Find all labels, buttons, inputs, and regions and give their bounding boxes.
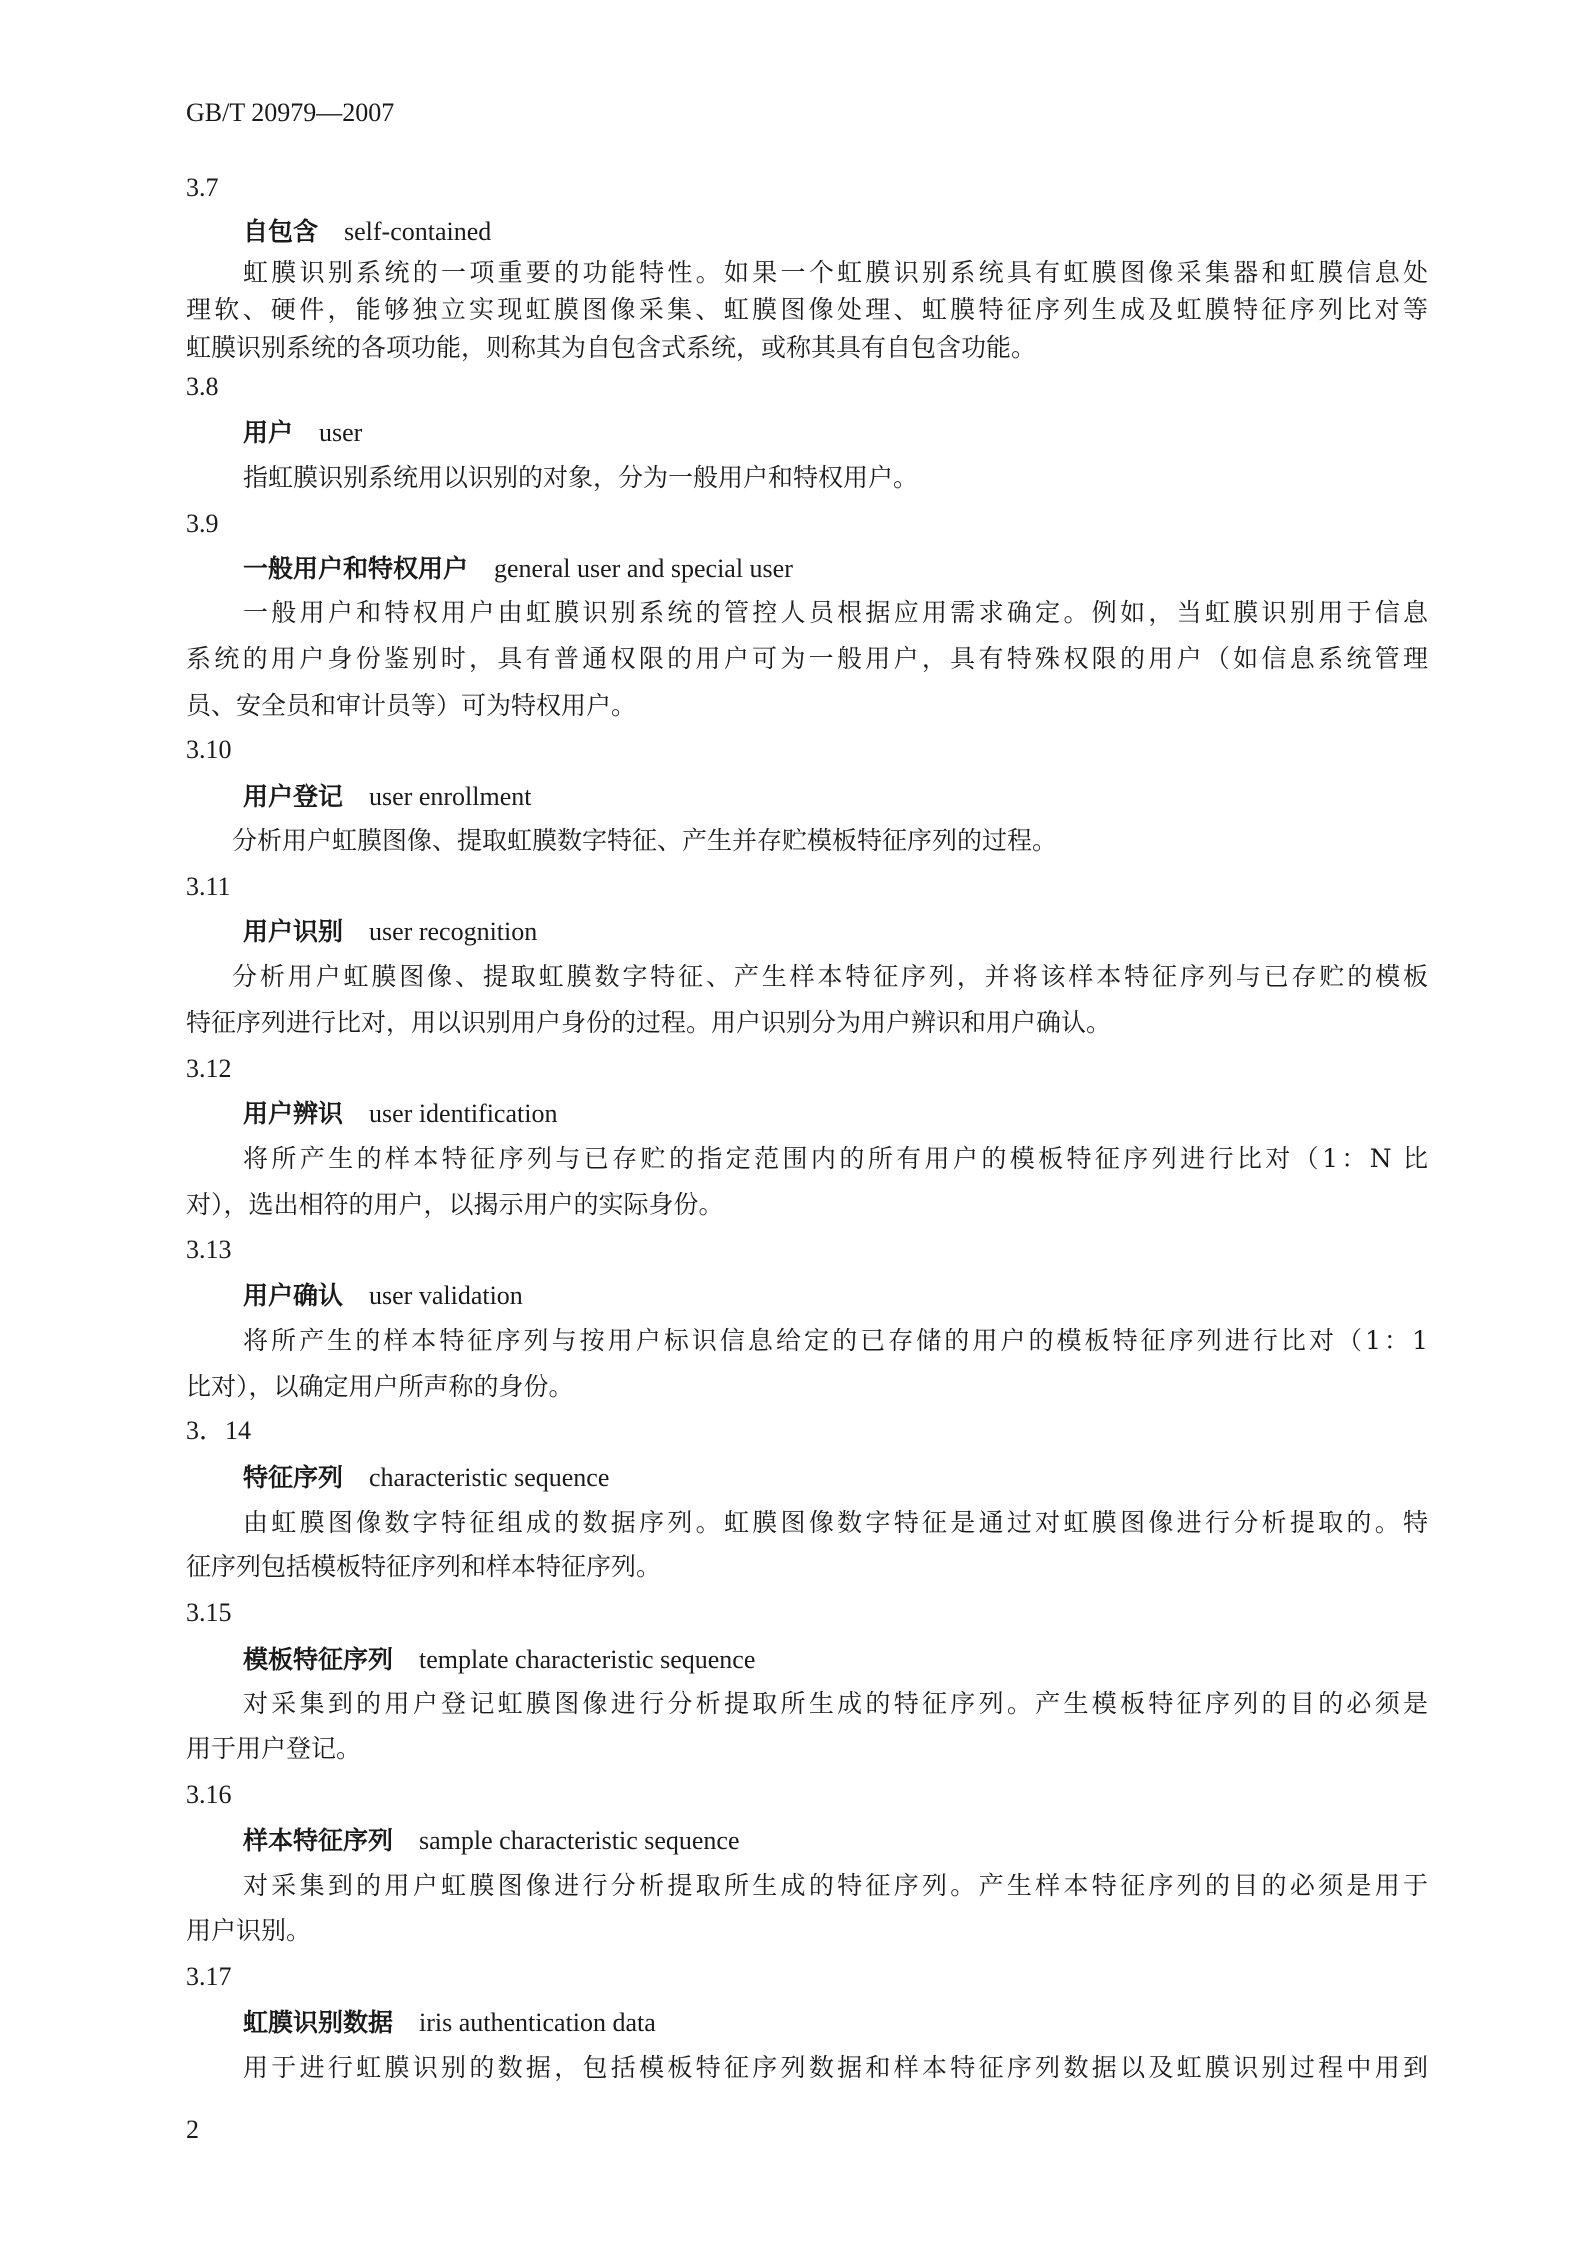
clause-number: 3.9 [186, 509, 219, 538]
clause-number: 3.7 [186, 173, 219, 202]
term-zh: 虹膜识别数据 [243, 2008, 394, 2037]
term-en: characteristic sequence [369, 1463, 610, 1492]
term-zh: 一般用户和特权用户 [243, 554, 469, 583]
clause-number: 3.16 [186, 1780, 232, 1809]
definition-line: 将所产生的样本特征序列与按用户标识信息给定的已存储的用户的模板特征序列进行比对（1：1 [243, 1326, 1428, 1355]
clause-number: 3.13 [186, 1235, 232, 1264]
term-en: self-contained [344, 217, 492, 246]
term-heading [243, 917, 1485, 947]
term-heading [243, 1099, 1485, 1129]
clause-number: 3.12 [186, 1054, 232, 1083]
definition-line: 对采集到的用户登记虹膜图像进行分析提取所生成的特征序列。产生模板特征序列的目的必须是 [243, 1689, 1428, 1718]
term-zh: 用户识别 [243, 917, 344, 946]
term-en: template characteristic sequence [419, 1645, 756, 1674]
clause-number: 3.8 [186, 372, 219, 401]
definition-line: 征序列包括模板特征序列和样本特征序列。 [186, 1552, 662, 1581]
definition-line: 分析用户虹膜图像、提取虹膜数字特征、产生样本特征序列，并将该样本特征序列与已存贮的模板 [232, 962, 1428, 991]
term-zh: 自包含 [243, 217, 319, 246]
definition-line: 用于用户登记。 [186, 1734, 362, 1763]
definition-line: 员、安全员和审计员等）可为特权用户。 [186, 691, 637, 720]
definition-line: 用户识别。 [186, 1916, 312, 1945]
term-zh: 特征序列 [243, 1463, 344, 1492]
definition-line: 一般用户和特权用户由虹膜识别系统的管控人员根据应用需求确定。例如，当虹膜识别用于信息 [243, 598, 1428, 627]
page-number: 2 [186, 2115, 199, 2144]
term-en: user validation [369, 1281, 523, 1310]
term-heading [243, 418, 1485, 448]
term-heading [243, 1463, 1485, 1493]
term-heading [243, 2008, 1485, 2038]
term-zh: 样本特征序列 [243, 1826, 394, 1855]
term-zh: 用户辨识 [243, 1099, 344, 1128]
clause-number: 3.15 [186, 1598, 232, 1627]
term-en: general user and special user [494, 554, 793, 583]
term-en: user identification [369, 1099, 558, 1128]
term-en: sample characteristic sequence [419, 1826, 740, 1855]
definition-line: 虹膜识别系统的一项重要的功能特性。如果一个虹膜识别系统具有虹膜图像采集器和虹膜信息处 [243, 258, 1428, 287]
term-en: user enrollment [369, 782, 532, 811]
clause-number: 3.11 [186, 872, 231, 901]
standard-id-header: GB/T 20979—2007 [186, 98, 395, 127]
term-heading [243, 1826, 1485, 1856]
term-en: user [319, 418, 363, 447]
definition-line: 比对），以确定用户所声称的身份。 [186, 1372, 574, 1401]
definition-line: 特征序列进行比对，用以识别用户身份的过程。用户识别分为用户辨识和用户确认。 [186, 1008, 1112, 1037]
term-heading [243, 554, 1485, 584]
definition-line: 对采集到的用户虹膜图像进行分析提取所生成的特征序列。产生样本特征序列的目的必须是用于 [243, 1871, 1428, 1900]
term-en: user recognition [369, 917, 538, 946]
definition-line: 分析用户虹膜图像、提取虹膜数字特征、产生并存贮模板特征序列的过程。 [232, 826, 1058, 855]
term-heading [243, 217, 1485, 247]
term-heading [243, 782, 1485, 812]
definition-line: 虹膜识别系统的各项功能，则称其为自包含式系统，或称其具有自包含功能。 [186, 333, 1037, 362]
term-heading [243, 1281, 1485, 1311]
clause-number: 3．14 [186, 1416, 252, 1445]
definition-line: 对），选出相符的用户，以揭示用户的实际身份。 [186, 1190, 724, 1219]
term-zh: 用户 [243, 418, 294, 447]
clause-number: 3.17 [186, 1962, 232, 1991]
term-en: iris authentication data [419, 2008, 656, 2037]
term-zh: 模板特征序列 [243, 1645, 394, 1674]
term-heading [243, 1645, 1485, 1675]
term-zh: 用户确认 [243, 1281, 344, 1310]
definition-line: 用于进行虹膜识别的数据，包括模板特征序列数据和样本特征序列数据以及虹膜识别过程中用到 [243, 2053, 1428, 2082]
term-zh: 用户登记 [243, 782, 344, 811]
definition-line: 指虹膜识别系统用以识别的对象，分为一般用户和特权用户。 [243, 463, 919, 492]
definition-line: 由虹膜图像数字特征组成的数据序列。虹膜图像数字特征是通过对虹膜图像进行分析提取的。特 [243, 1508, 1428, 1537]
clause-number: 3.10 [186, 735, 232, 764]
definition-line: 理软、硬件，能够独立实现虹膜图像采集、虹膜图像处理、虹膜特征序列生成及虹膜特征序列比对等 [186, 295, 1428, 324]
definition-line: 将所产生的样本特征序列与已存贮的指定范围内的所有用户的模板特征序列进行比对（1：N 比 [243, 1144, 1428, 1173]
definition-line: 系统的用户身份鉴别时，具有普通权限的用户可为一般用户，具有特殊权限的用户（如信息系统管理 [186, 644, 1428, 673]
